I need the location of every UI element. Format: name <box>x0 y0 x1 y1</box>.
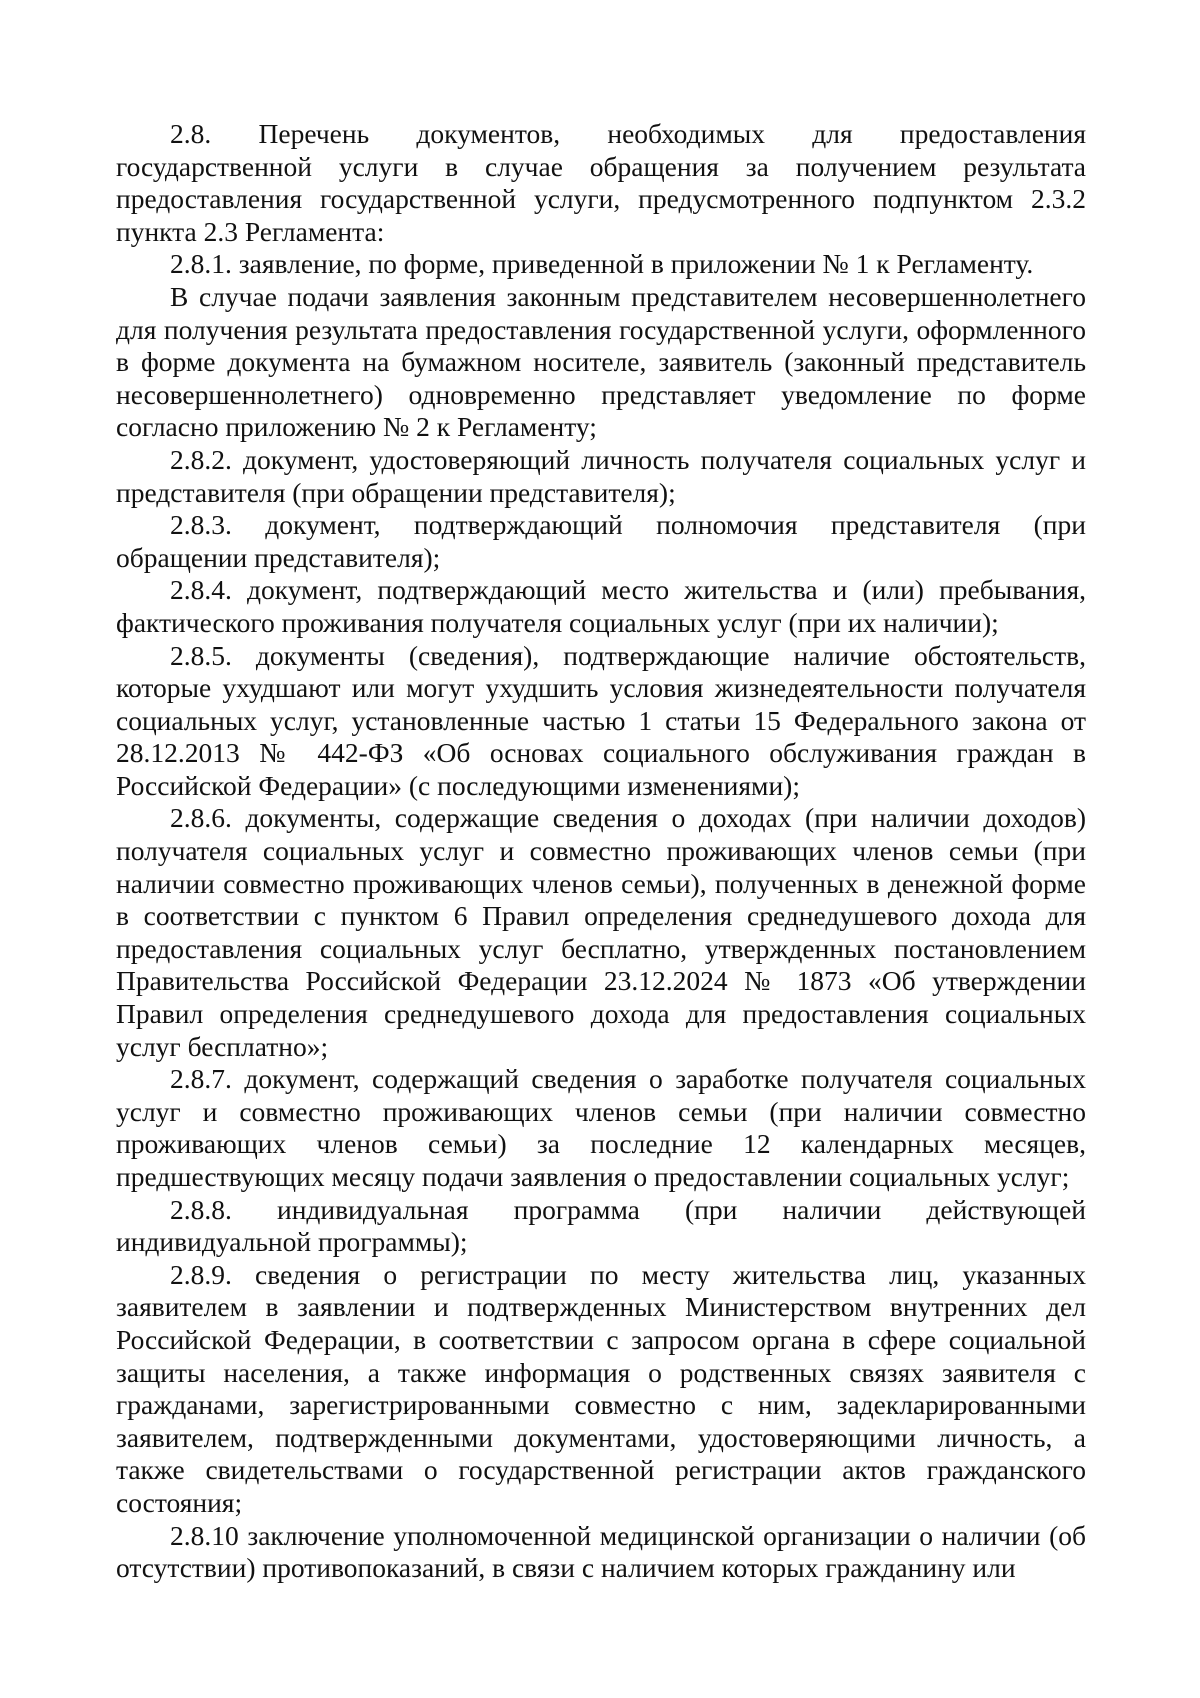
paragraph-2-8-3: 2.8.3. документ, подтверждающий полномочия представителя (при обращении представителя); <box>116 509 1086 573</box>
paragraph-2-8-4: 2.8.4. документ, подтверждающий место жительства и (или) пребывания, фактического проживания получателя социальных услуг (при их наличии); <box>116 574 1086 638</box>
paragraph-2-8-7: 2.8.7. документ, содержащий сведения о заработке получателя социальных услуг и совместно проживающих членов семьи (при наличии совместно проживающих членов семьи) за последние 12 календарных месяцев, предшествующих месяцу подачи заявления о предоставлении социальных услуг; <box>116 1063 1086 1192</box>
paragraph-2-8-5: 2.8.5. документы (сведения), подтверждающие наличие обстоятельств, которые ухудшают или могут ухудшить условия жизнедеятельности получателя социальных услуг, установленные частью 1 статьи 15 Федерального закона от 28.12.2013 № 442-ФЗ «Об основах социального обслуживания граждан в Российской Федерации» (с последующими изменениями); <box>116 639 1086 801</box>
paragraph-2-8-10: 2.8.10 заключение уполномоченной медицинской организации о наличии (об отсутствии) противопоказаний, в связи с наличием которых гражданину или <box>116 1519 1086 1584</box>
paragraph-minor-representative: В случае подачи заявления законным представителем несовершеннолетнего для получения результата предоставления государственной услуги, оформленного в форме документа на бумажном носителе, заявитель (законный представитель несовершеннолетнего) одновременно представляет уведомление по форме согласно приложению № 2 к Регламенту; <box>116 280 1086 443</box>
paragraph-2-8: 2.8. Перечень документов, необходимых для предоставления государственной услуги в случае обращения за получением результата предоставления государственной услуги, предусмотренного подпунктом 2.3.2 пункта 2.3 Регламента: <box>116 118 1086 247</box>
paragraph-2-8-1: 2.8.1. заявление, по форме, приведенной в приложении № 1 к Регламенту. <box>170 248 1034 280</box>
document-page <box>116 118 1086 1585</box>
paragraph-2-8-8: 2.8.8. индивидуальная программа (при наличии действующей индивидуальной программы); <box>116 1193 1086 1258</box>
paragraph-2-8-6: 2.8.6. документы, содержащие сведения о доходах (при наличии доходов) получателя социальных услуг и совместно проживающих членов семьи (при наличии совместно проживающих членов семьи), полученных в денежной форме в соответствии с пунктом 6 Правил определения среднедушевого дохода для предоставления социальных услуг бесплатно, утвержденных постановлением Правительства Российской Федерации 23.12.2024 № 1873 «Об утверждении Правил определения среднедушевого дохода для предоставления социальных услуг бесплатно»; <box>116 802 1086 1062</box>
paragraph-2-8-2: 2.8.2. документ, удостоверяющий личность получателя социальных услуг и представителя (при обращении представителя); <box>116 443 1086 508</box>
paragraph-2-8-9: 2.8.9. сведения о регистрации по месту жительства лиц, указанных заявителем в заявлении и подтвержденных Министерством внутренних дел Российской Федерации, в соответствии с запросом органа в сфере социальной защиты населения, а также информация о родственных связях заявителя с гражданами, зарегистрированными совместно с ним, задекларированными заявителем, подтвержденными документами, удостоверяющими личность, а также свидетельствами о государственной регистрации актов гражданского состояния; <box>116 1258 1086 1518</box>
